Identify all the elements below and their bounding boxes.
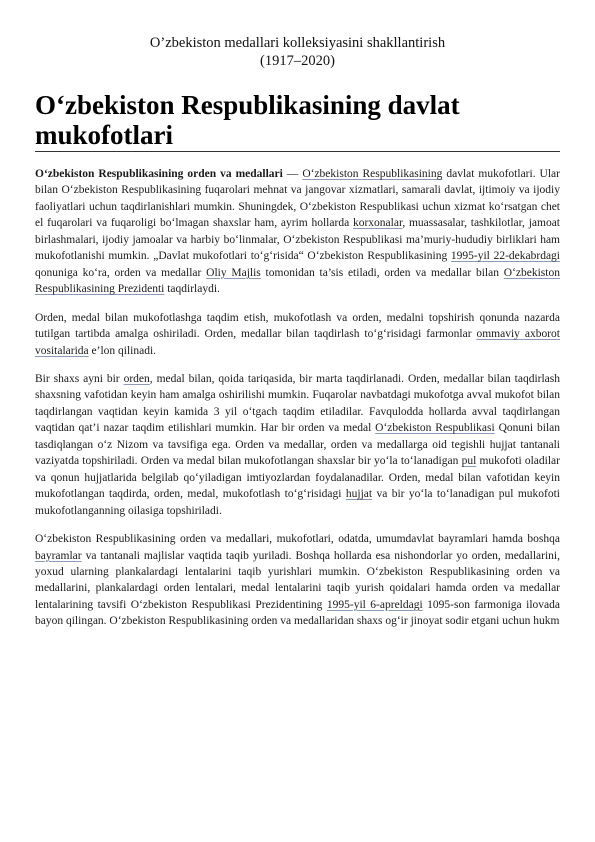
inline-link[interactable]: 1995-yil 22-dekabrdagi <box>450 250 560 263</box>
text-run: Orden, medal bilan mukofotlashga taqdim etish, mukofotlash va orden, medalni topshirish qonunda nazarda tutilgan tartibda amalga oshiriladi. Orden, medallar bilan taqdirlash to‘g‘risidagi farmonlar <box>35 311 560 341</box>
text-run: tomonidan ta’sis etiladi, orden va medallar bilan <box>260 266 504 279</box>
paragraph <box>35 310 560 359</box>
inline-link[interactable]: pul <box>461 455 477 468</box>
text-run: , muassasalar, tashkilotlar, jamoat birlashmalari, ijodiy jamoalar va harbiy bo‘linmalar, O‘zbekiston Respublikasi ma’muriy-hududiy birliklari ham mukofotlanishi mumkin. „Davlat mukofotlari to‘g‘risida“ O‘zbekiston Respublikasining <box>35 217 560 263</box>
text-run: — <box>282 168 303 180</box>
paragraph <box>35 531 560 630</box>
text-run: va tantanali majlislar vaqtida taqib yuriladi. Boshqa hollarda esa nishondorlar yo orden, medallarini, yoxud ularning plankalardagi lentalarini taqib yurishlari mumkin. O‘zbekiston Respublikasining orden va medallarini, plankalardagi orden lentalari, medal lentalarini taqib yurish qoidalari hamda orden va medallar lentalarining tavsifi O‘zbekiston Respublikasi Prezidentining <box>35 549 560 611</box>
paragraph <box>35 166 560 298</box>
running-header-line-2: (1917–2020) <box>260 53 335 69</box>
inline-link[interactable]: O‘zbekiston Respublikasining <box>302 168 443 180</box>
text-run: e’lon qilinadi. <box>88 344 157 357</box>
text-run: Bir shaxs ayni bir <box>35 372 124 385</box>
inline-link[interactable]: korxonalar <box>352 217 403 230</box>
text-run: qonuniga ko‘ra, orden va medallar <box>35 266 207 279</box>
article-body <box>35 166 560 642</box>
inline-link[interactable]: ommaviy axborot vositalarida <box>35 328 560 357</box>
page-title: O‘zbekiston Respublikasining davlat mukofotlari <box>35 90 460 150</box>
inline-link[interactable]: orden <box>123 372 150 385</box>
bold-term: O‘zbekiston Respublikasining orden va medallari <box>35 168 283 180</box>
text-run: taqdirlaydi. <box>164 283 220 296</box>
inline-link[interactable]: hujjat <box>345 488 373 501</box>
inline-link[interactable]: bayramlar <box>35 549 82 562</box>
paragraph <box>35 371 560 519</box>
text-run: O‘zbekiston Respublikasining orden va medallari, mukofotlari, odatda, umumdavlat bayramlari hamda boshqa <box>35 533 560 546</box>
text-run: Qonuni bilan tasdiqlangan o‘z Nizom va tavsifiga ega. Orden va medallar, orden va medallarga oid tegishli hujjat tantanali vaziyatda topshiriladi. Orden va medal bilan mukofotlangan shaxslar bir yo‘la to‘lanadigan <box>35 422 560 468</box>
inline-link[interactable]: O‘zbekiston Respublikasi <box>375 422 495 435</box>
inline-link[interactable]: 1995-yil 6-apreldagi <box>326 598 423 611</box>
text-run: davlat mukofotlari. Ular bilan O‘zbekiston Respublikasining fuqarolari mehnat va jangovar xizmatlari, samarali davlat, ijtimoiy va ijodiy faoliyatlari uchun taqdirlanishlari mumkin. Shuningdek, O‘zbekiston Respublikasi uchun xizmat ko‘rsatgan chet el fuqarolari va fuqaroligi bo‘lmagan shaxslar ham, ayrim hollarda <box>35 168 560 230</box>
text-run: 1095-son farmoniga ilovada bayon qilingan. O‘zbekiston Respublikasining orden va medallaridan shaxs og‘ir jinoyat sodir etgani uchun hukm <box>35 598 560 628</box>
text-run: mukofoti oladilar va qonun hujjatlarida belgilab qo‘yiladigan imtiyozlardan foydalanadilar. Orden, medal bilan vafotidan keyin mukofotlangan taqdirda, orden, medal, mukofotlash to‘g‘risidagi <box>35 455 560 501</box>
title-divider <box>35 151 560 152</box>
inline-link[interactable]: O‘zbekiston Respublikasining Prezidenti <box>35 266 560 296</box>
inline-link[interactable]: Oliy Majlis <box>206 266 261 279</box>
text-run: , medal bilan, qoida tariqasida, bir marta taqdirlanadi. Orden, medallar bilan taqdirlash shaxsning vafotidan keyin ham amalga oshirilishi mumkin. Fuqarolar navbatdagi mukofotga avval mukofot bilan taqdirlangan vaqtidan keyin kamida 3 yil o‘tgach taqdim etiladilar. Favqulodda hollarda avval taqdirlangan vaqtidan qat’i nazar taqdim etilishlari mumkin. Har bir orden va medal <box>35 372 560 435</box>
text-run: va bir yo‘la to‘lanadigan pul mukofoti mukofotlanganning oilasiga topshiriladi. <box>35 488 560 517</box>
running-header-line-1: O’zbekiston medallari kolleksiyasini shakllantirish <box>149 35 446 51</box>
